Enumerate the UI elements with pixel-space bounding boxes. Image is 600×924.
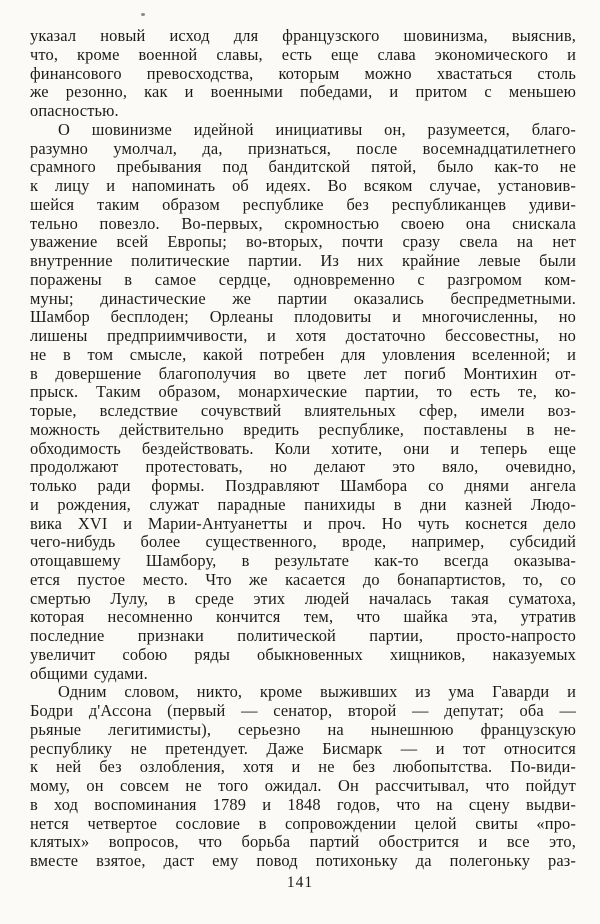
text-line: О шовинизме идейной инициативы он, разумеется, благо- xyxy=(58,119,576,139)
paragraph xyxy=(30,121,576,684)
page-text xyxy=(30,27,576,871)
text-line: внутренние политические партии. Из них крайние левые были xyxy=(30,251,576,270)
text-line: поражены в самое сердце, одновременно с разгромом ком- xyxy=(30,269,576,289)
text-line: вика XVI и Марии-Антуанетты и проч. Но чуть коснется дело xyxy=(30,513,576,533)
text-line: тельно повезло. Во-первых, скромностью своею она снискала xyxy=(30,213,576,233)
text-line: торые, вследствие сочувствий влиятельных сфер, имели воз- xyxy=(30,401,576,420)
text-line: указал новый исход для французского шовинизма, выяснив, xyxy=(30,26,576,45)
text-line: ется пустое место. Что же касается до бонапартистов, то, со xyxy=(30,569,576,589)
text-line: муны; династические же партии оказались беспредметными. xyxy=(30,288,576,308)
text-line: в ход воспоминания 1789 и 1848 годов, что на сцену выдви- xyxy=(30,794,576,814)
text-line: шейся таким образом республике без республиканцев удиви- xyxy=(30,194,576,214)
text-line: общими судами. xyxy=(30,663,148,683)
page-number: 141 xyxy=(286,874,314,891)
text-line: вместе взятое, даст ему повод потихоньку да полегоньку раз- xyxy=(30,851,576,870)
text-line: только ради формы. Поздравляют Шамбора со днями ангела xyxy=(30,476,576,495)
paragraph xyxy=(30,683,576,871)
text-line: опасностью. xyxy=(30,101,119,120)
text-line: республику не претендует. Даже Бисмарк — и тот относится xyxy=(30,738,576,758)
text-line: чего-нибудь более существенного, вроде, например, субсидий xyxy=(30,532,576,552)
text-line: увеличит собою ряды обыкновенных хищников, наказуемых xyxy=(30,644,576,664)
text-line: в довершение благополучия во цвете лет погиб Монтихин от- xyxy=(30,363,576,383)
text-line: к ней без озлобления, хотя и не без любопытства. По-види- xyxy=(30,757,576,777)
text-line: которая несомненно кончится тем, что шайка эта, утратив xyxy=(30,607,576,627)
text-line: и рождения, служат парадные панихиды в дни казней Людо- xyxy=(30,494,576,514)
text-line: что, кроме военной славы, есть еще слава экономического и xyxy=(30,44,576,64)
text-line: можность действительно вредить республике, поставлены в не- xyxy=(30,419,576,439)
text-line: не в том смысле, какой потребен для уловления вселенной; и xyxy=(30,344,576,364)
text-line: уважение всей Европы; во-вторых, почти сразу свела на нет xyxy=(30,232,576,252)
text-line: срамного пребывания под бандитской пятой, было как-то не xyxy=(30,157,576,177)
text-line: мому, он совсем не того ожидал. Он рассчитывал, что пойдут xyxy=(30,776,576,795)
text-line: обходимость бездействовать. Коли хотите, они и теперь еще xyxy=(30,438,576,458)
text-line: смертью Лулу, в среде этих людей началась такая суматоха, xyxy=(30,588,576,608)
text-line: Одним словом, никто, кроме выживших из ума Гаварди и xyxy=(58,682,576,702)
text-line: нется четвертое сословие в сопровождении целой свиты «про- xyxy=(30,813,576,833)
text-line: отощавшему Шамбору, в результате как-то всегда оказыва- xyxy=(30,551,576,570)
text-line: клятых» вопросов, что борьба партий обострится и все это, xyxy=(30,832,576,852)
text-line: Шамбор бесплоден; Орлеаны плодовиты и многочисленны, но xyxy=(30,307,576,327)
text-line: финансового превосходства, которым можно хвастаться столь xyxy=(30,63,576,83)
text-line: разумно умолчал, да, признаться, после восемнадцатилетнего xyxy=(30,138,576,158)
text-line: Бодри д'Ассона (первый — сенатор, второй — депутат; оба — xyxy=(30,701,576,720)
text-line: же резонно, как и военными победами, и притом с меньшею xyxy=(30,82,576,102)
text-line: рьяные легитимисты), серьезно на нынешнюю французскую xyxy=(30,719,576,739)
scan-speck xyxy=(141,13,145,16)
text-line: к лицу и напоминать об идеях. Во всяком случае, установив- xyxy=(30,176,576,195)
text-line: последние признаки политической партии, просто-напросто xyxy=(30,626,576,645)
text-line: продолжают протестовать, но делают это вяло, очевидно, xyxy=(30,457,576,477)
text-line: прыск. Таким образом, монархические партии, то есть те, ко- xyxy=(30,382,576,402)
paragraph xyxy=(30,27,576,121)
text-line: лишены предприимчивости, и хотя достаточно бессовестны, но xyxy=(30,326,576,345)
